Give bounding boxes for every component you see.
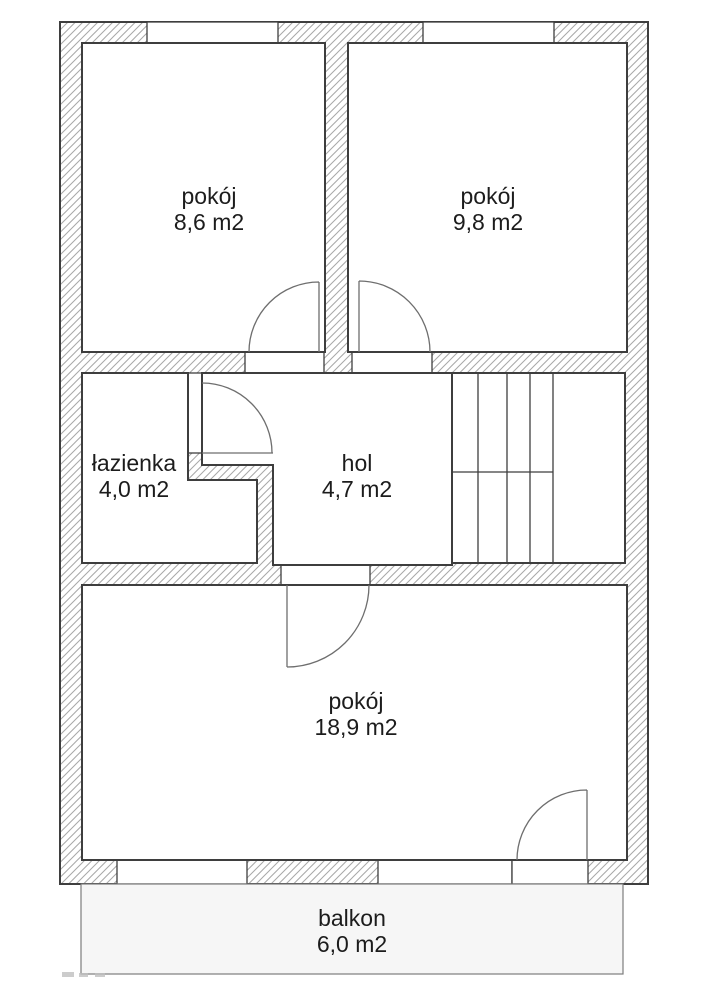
label-hall [322,450,392,502]
room-name: łazienka [91,450,177,476]
room-name: hol [341,450,373,476]
window-bottom-left [117,860,247,884]
room-area: 8,6 m2 [173,209,245,235]
room-name: pokój [328,688,384,714]
door-opening-room-top-right [352,352,432,373]
label-room-large [314,688,397,740]
window-top-right [423,22,554,43]
room-area: 18,9 m2 [314,714,398,740]
label-balcony [317,905,387,957]
label-bathroom [92,450,176,502]
label-room-top-left [174,183,244,235]
door-opening-room-large [281,565,370,585]
room-name: balkon [318,905,386,931]
door-opening-room-top-left [245,352,324,373]
room-area: 9,8 m2 [452,209,524,235]
door-opening-bathroom [188,373,202,453]
room-name: pokój [181,183,237,209]
label-room-top-right [453,183,523,235]
room-name: pokój [460,183,516,209]
door-opening-balcony [512,860,588,884]
room-area: 4,0 m2 [98,476,170,502]
window-bottom-right [378,860,512,884]
room-area: 4,7 m2 [321,476,393,502]
room-area: 6,0 m2 [316,931,388,957]
window-top-left [147,22,278,43]
